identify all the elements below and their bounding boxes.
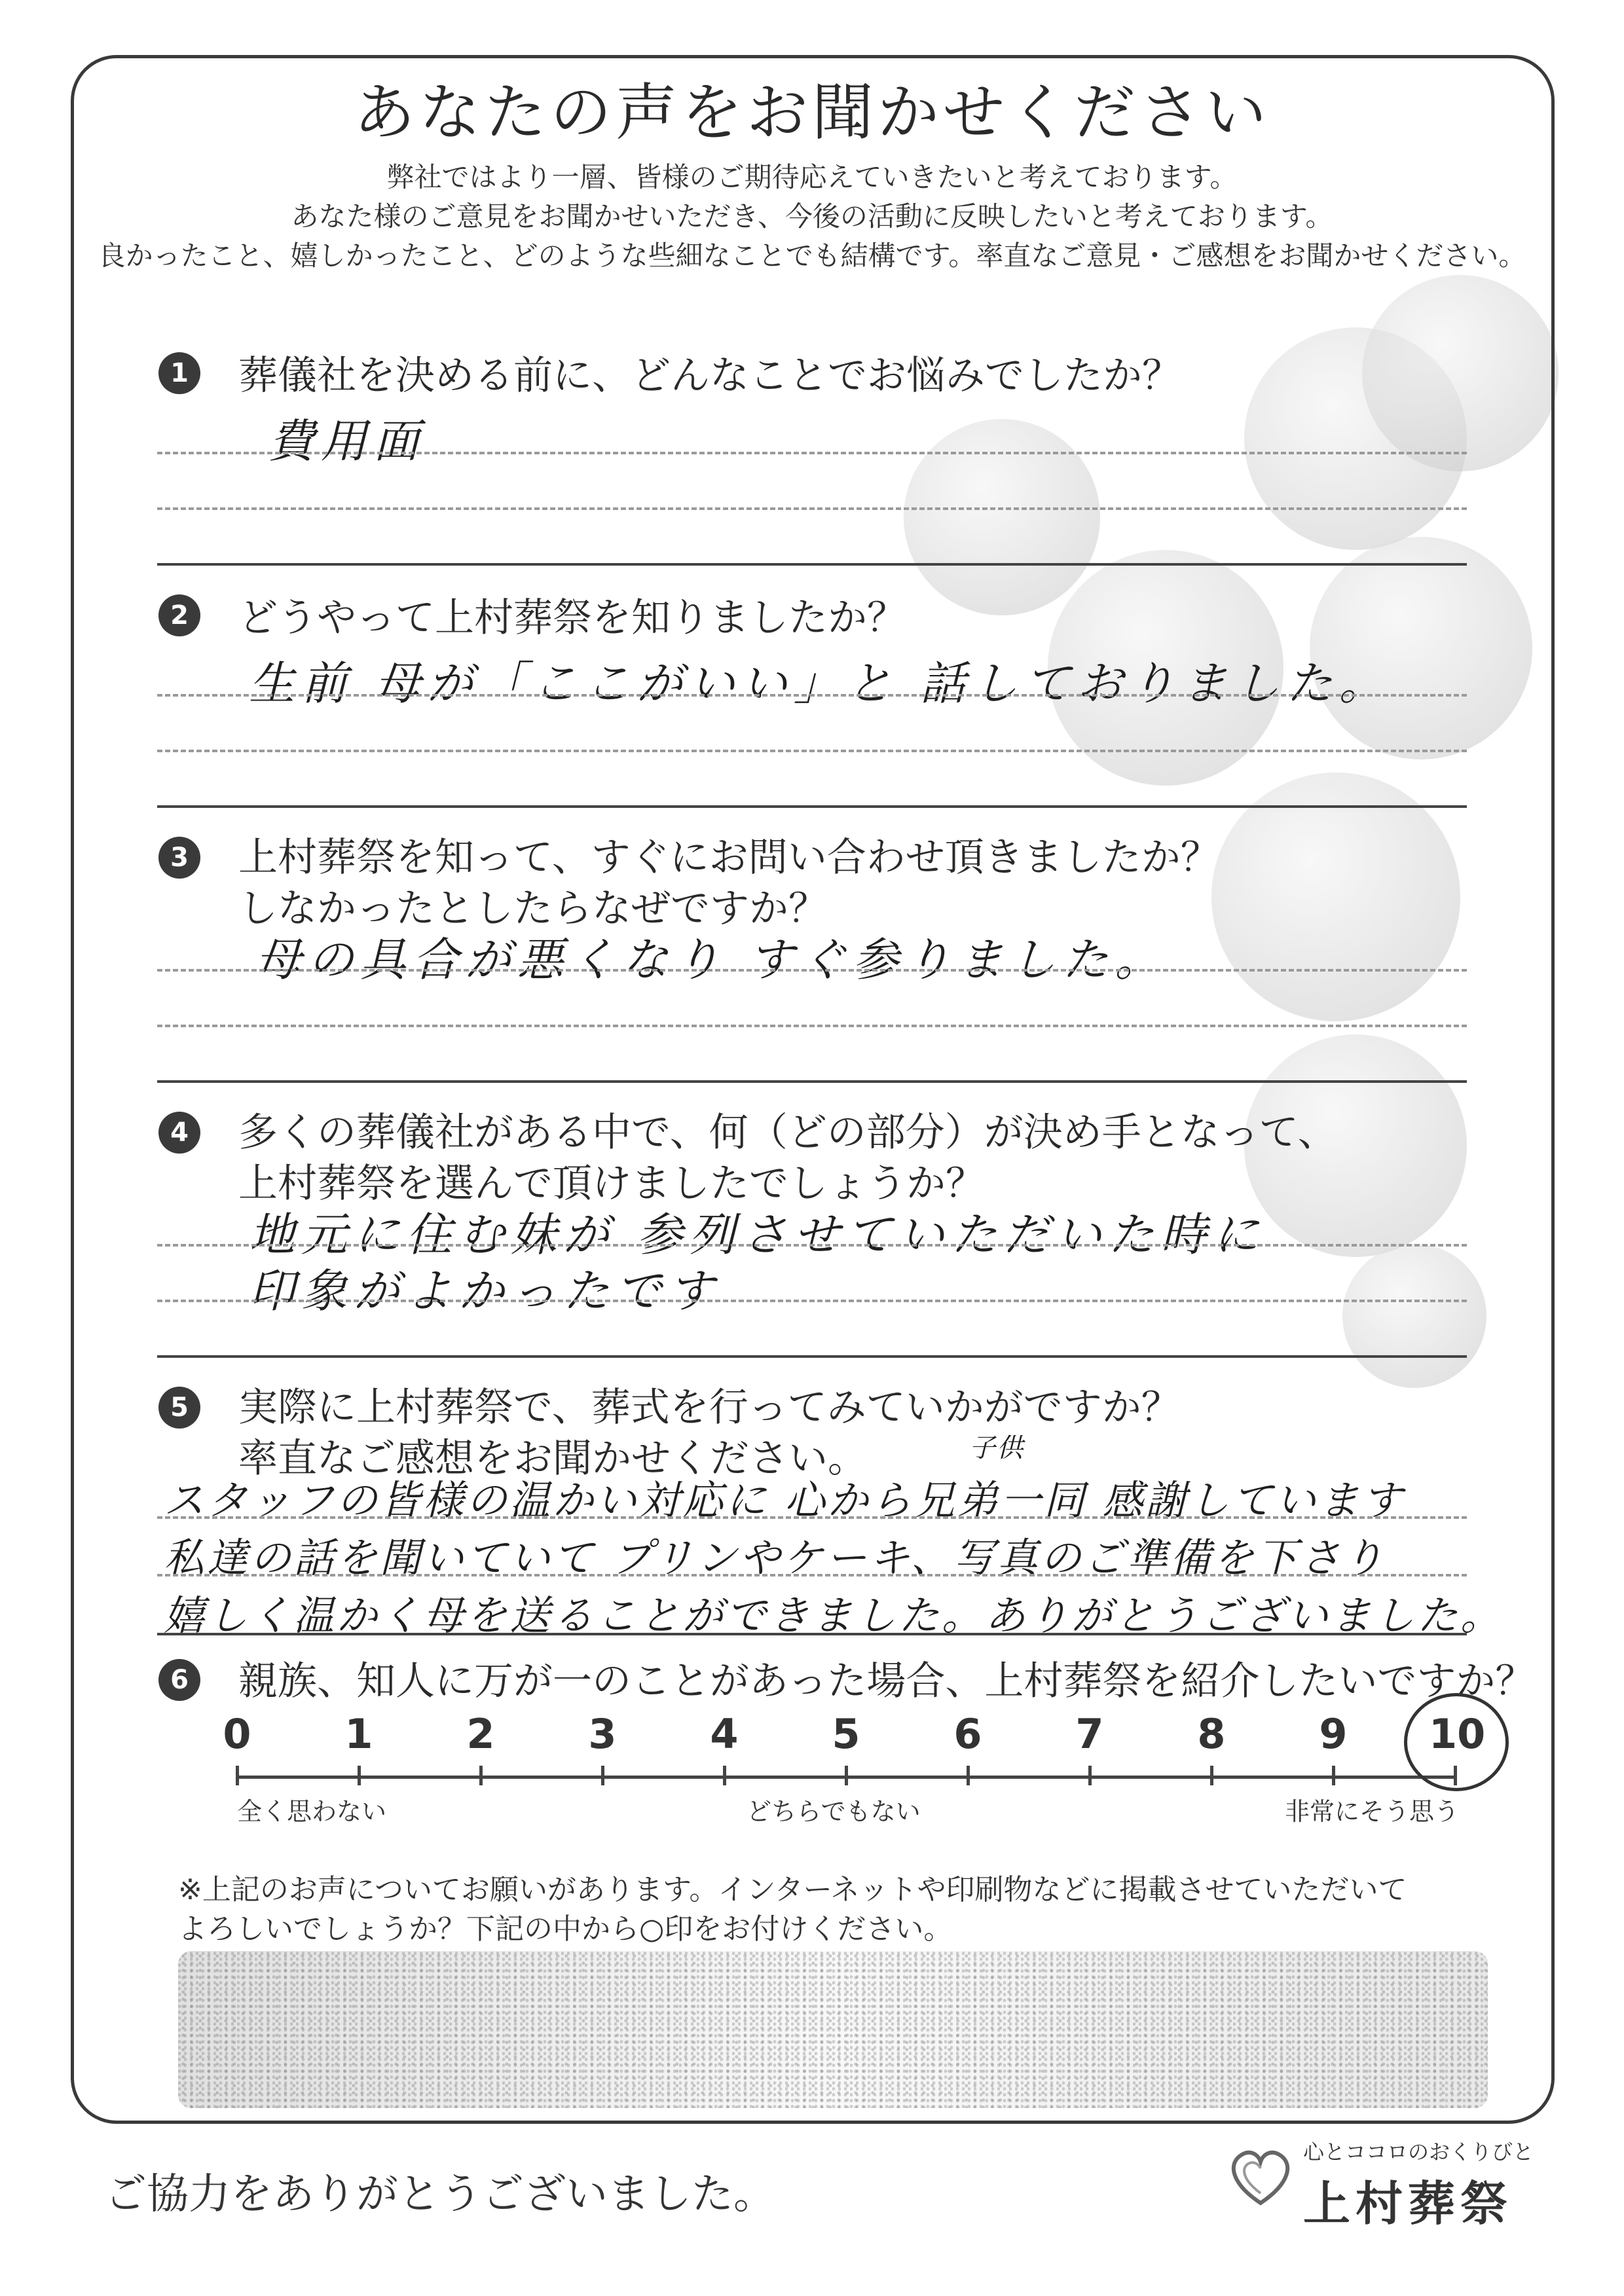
redacted-area bbox=[178, 1951, 1488, 2108]
scale-option-1[interactable]: 1 bbox=[344, 1710, 373, 1758]
question-number-1: 1 bbox=[158, 352, 200, 394]
answer-rule bbox=[157, 1244, 1467, 1247]
footer-thanks: ご協力をありがとうございました。 bbox=[105, 2170, 775, 2219]
answer-rule bbox=[157, 969, 1467, 972]
intro-line: 弊社ではより一層、皆様のご期待応えていきたいと考えております。 bbox=[386, 161, 1238, 193]
answer-rule bbox=[157, 1025, 1467, 1027]
scale-option-2[interactable]: 2 bbox=[466, 1710, 495, 1758]
question-6-text: 親族、知人に万が一のことがあった場合、上村葬祭を紹介したいですか？ bbox=[238, 1658, 1535, 1704]
heart-logo-icon bbox=[1225, 2141, 1297, 2213]
answer-1-line-1[interactable]: 費用面 bbox=[268, 414, 426, 468]
section-divider bbox=[157, 805, 1467, 808]
answer-2-line-1[interactable]: 生前 母が「ここがいい」と 話しておりました。 bbox=[249, 657, 1392, 710]
scale-tick-mark bbox=[358, 1766, 361, 1785]
answer-5-annotation: 子供 bbox=[969, 1433, 1024, 1463]
answer-3-line-1[interactable]: 母の具合が悪くなり すぐ参りました。 bbox=[255, 933, 1168, 987]
logo-tagline: 心とココロのおくりびと bbox=[1303, 2140, 1534, 2164]
answer-rule bbox=[157, 1300, 1467, 1302]
answer-5-line-2[interactable]: 私達の話を聞いていて プリンやケーキ、写真のご準備を下さり bbox=[164, 1534, 1386, 1582]
question-4-text-line-1: 多くの葬儀社がある中で、何（どの部分）が決め手となって、 bbox=[238, 1110, 1337, 1156]
answer-rule bbox=[157, 1574, 1467, 1576]
scale-option-6[interactable]: 6 bbox=[953, 1710, 982, 1758]
question-1-text: 葬儀社を決める前に、どんなことでお悩みでしたか？ bbox=[238, 353, 1181, 399]
scale-option-9[interactable]: 9 bbox=[1319, 1710, 1348, 1758]
scale-label-high: 非常にそう思う bbox=[1285, 1797, 1460, 1826]
section-divider bbox=[157, 1355, 1467, 1358]
section-divider bbox=[157, 1633, 1467, 1635]
scale-tick-mark bbox=[967, 1766, 970, 1785]
scale-tick-mark bbox=[1210, 1766, 1213, 1785]
scale-option-7[interactable]: 7 bbox=[1075, 1710, 1104, 1758]
answer-4-line-1[interactable]: 地元に住む妹が 参列させていただいた時に bbox=[249, 1208, 1266, 1262]
selected-circle-mark bbox=[1404, 1693, 1509, 1791]
answer-rule bbox=[157, 452, 1467, 454]
answer-rule bbox=[157, 694, 1467, 697]
scale-tick-mark bbox=[1332, 1766, 1335, 1785]
question-number-2: 2 bbox=[158, 594, 200, 636]
answer-rule bbox=[157, 750, 1467, 752]
scale-tick-mark bbox=[723, 1766, 726, 1785]
section-divider bbox=[157, 563, 1467, 566]
question-2-text: どうやって上村葬祭を知りましたか？ bbox=[238, 595, 906, 641]
answer-rule bbox=[157, 507, 1467, 510]
answer-rule bbox=[157, 1516, 1467, 1519]
page-title: あなたの声をお聞かせください bbox=[353, 77, 1270, 149]
question-3-text-line-1: 上村葬祭を知って、すぐにお問い合わせ頂きましたか？ bbox=[238, 835, 1220, 881]
scale-option-5[interactable]: 5 bbox=[832, 1710, 860, 1758]
scale-option-4[interactable]: 4 bbox=[710, 1710, 739, 1758]
scale-tick-mark bbox=[601, 1766, 604, 1785]
scale-option-8[interactable]: 8 bbox=[1197, 1710, 1226, 1758]
question-4-text-line-2: 上村葬祭を選んで頂けましたでしょうか？ bbox=[238, 1161, 985, 1207]
scale-tick-mark bbox=[236, 1766, 239, 1785]
answer-4-line-2[interactable]: 印象がよかったです bbox=[249, 1264, 720, 1318]
permission-note-line-2: よろしいでしょうか？下記の中から○印をお付けください。 bbox=[178, 1912, 953, 1946]
scale-option-0[interactable]: 0 bbox=[223, 1710, 251, 1758]
question-number-5: 5 bbox=[158, 1387, 200, 1429]
question-number-3: 3 bbox=[158, 837, 200, 879]
question-number-6: 6 bbox=[158, 1659, 200, 1701]
scale-option-3[interactable]: 3 bbox=[588, 1710, 617, 1758]
scale-option-10[interactable]: 10 bbox=[1429, 1710, 1486, 1758]
section-divider bbox=[157, 1080, 1467, 1083]
scale-tick-mark bbox=[845, 1766, 848, 1785]
question-5-text-line-1: 実際に上村葬祭で、葬式を行ってみていかがですか？ bbox=[238, 1385, 1181, 1430]
answer-5-line-3[interactable]: 嬉しく温かく母を送ることができました。ありがとうございました。 bbox=[164, 1592, 1504, 1639]
permission-note-line-1: ※上記のお声についてお願いがあります。インターネットや印刷物などに掲載させていただいて bbox=[178, 1873, 1407, 1906]
logo-name: 上村葬祭 bbox=[1303, 2176, 1513, 2231]
scale-label-mid: どちらでもない bbox=[747, 1797, 921, 1826]
answer-5-line-1[interactable]: スタッフの皆様の温かい対応に 心から兄弟一同 感謝しています bbox=[164, 1476, 1405, 1524]
question-number-4: 4 bbox=[158, 1112, 200, 1154]
question-3-text-line-2: しなかったとしたらなぜですか？ bbox=[238, 886, 828, 932]
intro-line: あなた様のご意見をお聞かせいただき、今後の活動に反映したいと考えております。 bbox=[291, 200, 1333, 232]
scale-label-low: 全く思わない bbox=[237, 1797, 387, 1826]
question-5-text-line-2: 率直なご感想をお聞かせください。 bbox=[238, 1436, 867, 1482]
scale-tick-mark bbox=[1088, 1766, 1092, 1785]
scale-tick-mark bbox=[479, 1766, 483, 1785]
intro-line: 良かったこと、嬉しかったこと、どのような些細なことでも結構です。率直なご意見・ご感想をお聞かせください。 bbox=[98, 240, 1526, 272]
